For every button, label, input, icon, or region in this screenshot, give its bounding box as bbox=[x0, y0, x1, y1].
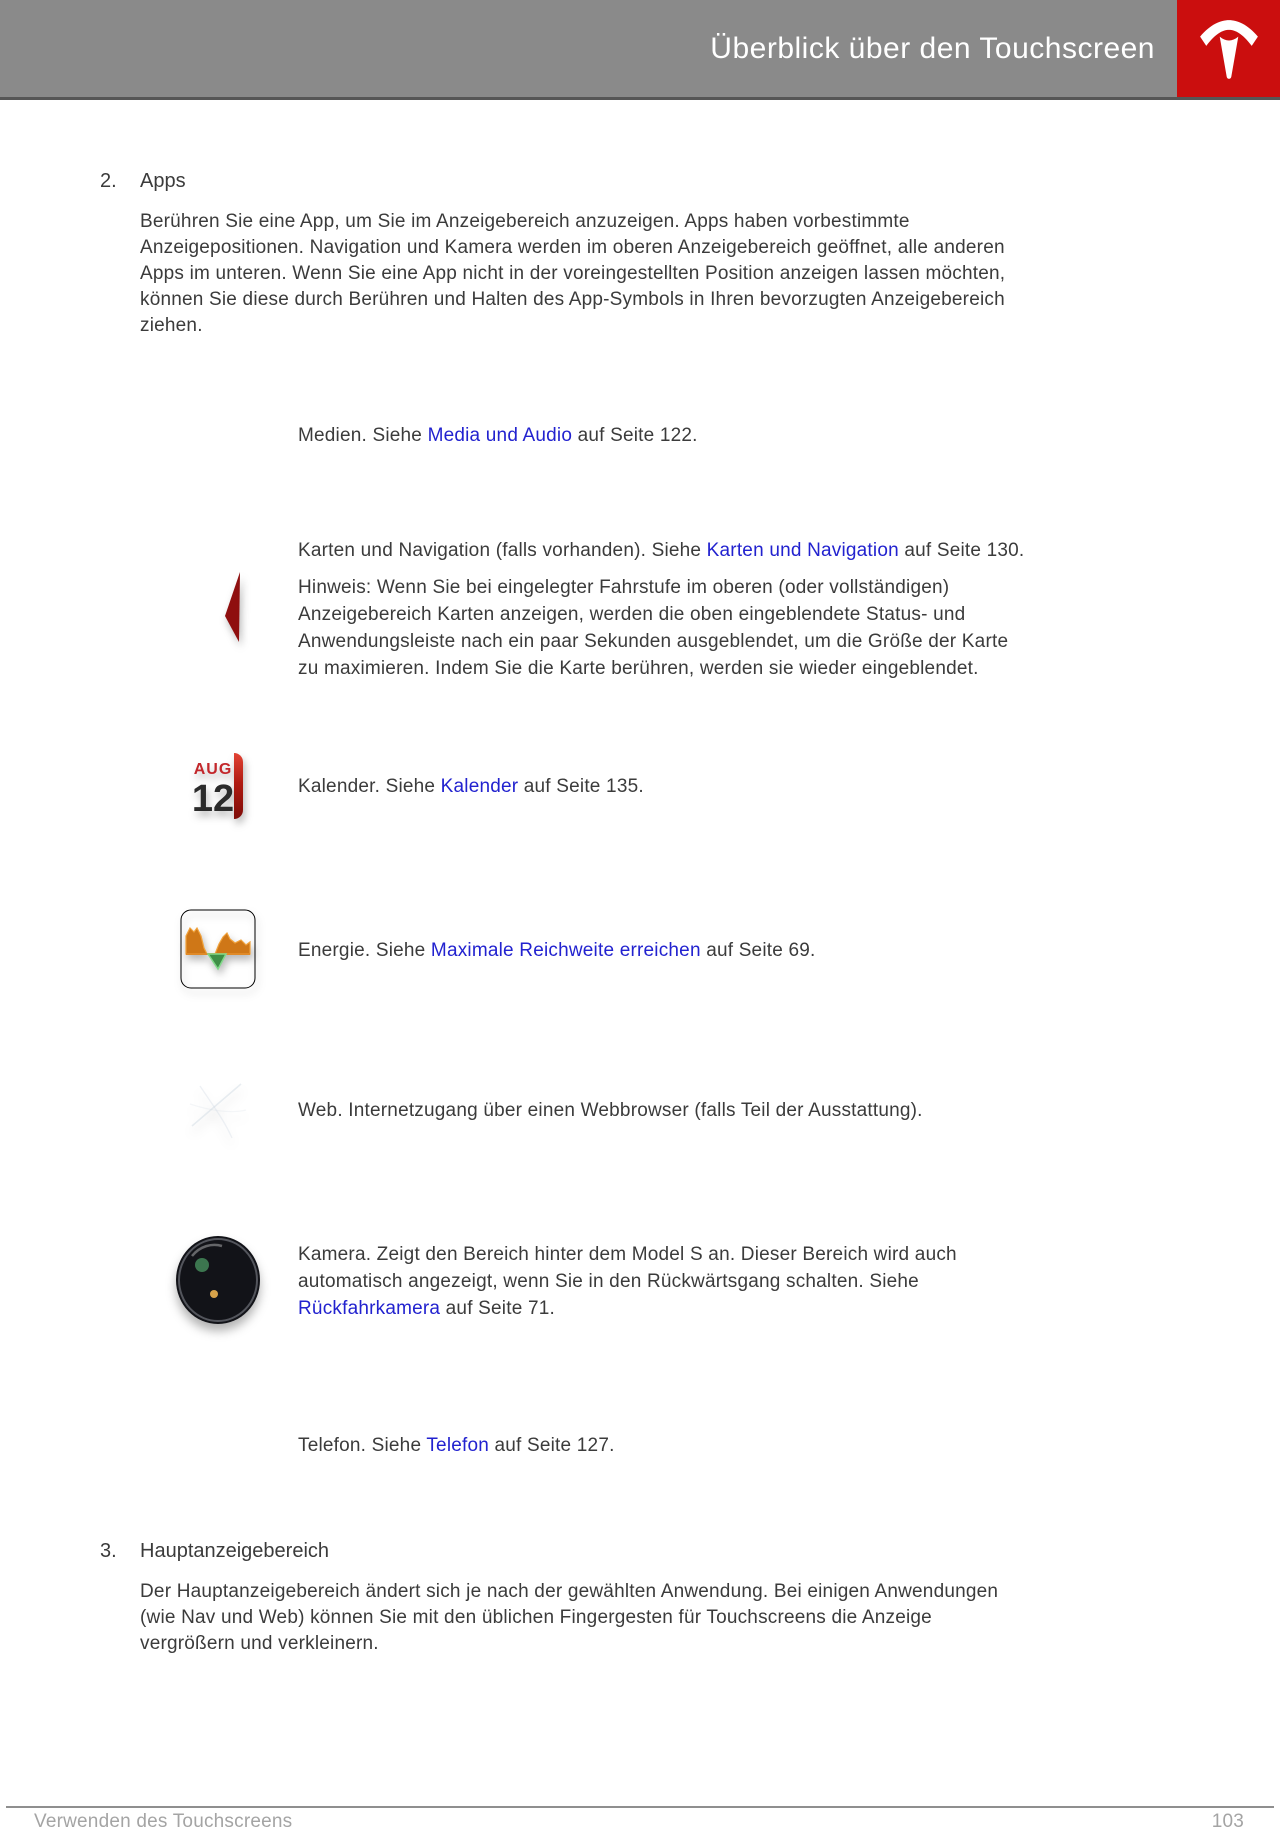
nav-arrow-icon bbox=[179, 564, 257, 656]
app-description-text: Web. Internetzugang über einen Webbrowser (falls Teil der Ausstattung). bbox=[298, 1099, 923, 1121]
tesla-logo-block bbox=[1177, 0, 1280, 97]
app-description bbox=[298, 537, 1026, 682]
app-description-text: auf Seite 127. bbox=[489, 1434, 615, 1456]
app-row-karten bbox=[140, 537, 1035, 682]
app-description-text: auf Seite 122. bbox=[572, 424, 698, 446]
app-row-web bbox=[140, 1060, 1035, 1160]
app-row-kalender bbox=[140, 740, 1035, 832]
cross-reference-link[interactable]: Karten und Navigation bbox=[706, 540, 899, 561]
icon-cell bbox=[165, 753, 270, 819]
app-row-kamera bbox=[140, 1226, 1035, 1336]
cross-reference-link[interactable]: Maximale Reichweite erreichen bbox=[430, 939, 701, 961]
app-description bbox=[298, 1097, 923, 1124]
app-description-text: auf Seite 130. bbox=[898, 540, 1025, 561]
footer-page-number: 103 bbox=[1211, 1811, 1244, 1832]
app-description bbox=[298, 937, 816, 964]
page-header bbox=[0, 0, 1280, 100]
app-description-text: Medien. Siehe bbox=[298, 424, 428, 446]
section-heading: Hauptanzeigebereich bbox=[140, 1540, 330, 1562]
section-number: 2. bbox=[100, 170, 117, 192]
cross-reference-link[interactable]: Rückfahrkamera bbox=[298, 1297, 441, 1319]
cross-reference-link[interactable]: Media und Audio bbox=[427, 424, 573, 446]
icon-cell bbox=[165, 564, 270, 656]
app-description-text: Kamera. Zeigt den Bereich hinter dem Model S an. Dieser Bereich wird auch automatisch angezeigt, wenn Sie in den Rückwärtsgang schalten. Siehe bbox=[298, 1243, 957, 1292]
section-heading: Apps bbox=[140, 170, 186, 192]
app-description-text: Telefon. Siehe bbox=[298, 1434, 427, 1456]
energy-graph-icon bbox=[178, 906, 258, 994]
app-description-text: auf Seite 135. bbox=[518, 775, 644, 797]
icon-cell bbox=[165, 394, 270, 476]
section-apps bbox=[100, 170, 1280, 1504]
page-content bbox=[0, 170, 1280, 1657]
app-description bbox=[298, 422, 698, 449]
app-description-text: auf Seite 69. bbox=[700, 939, 816, 961]
app-description-text: Karten und Navigation (falls vorhanden). Siehe bbox=[298, 540, 707, 561]
icon-cell bbox=[165, 1234, 270, 1328]
section-hauptanzeigebereich bbox=[100, 1540, 1280, 1657]
app-description bbox=[298, 1241, 1026, 1322]
app-description-text: Kalender. Siehe bbox=[298, 775, 441, 797]
app-row-medien bbox=[140, 385, 1035, 485]
app-description-text: Energie. Siehe bbox=[298, 939, 431, 961]
cross-reference-link[interactable]: Telefon bbox=[426, 1434, 490, 1456]
app-row-telefon bbox=[140, 1386, 1035, 1504]
cross-reference-link[interactable]: Kalender bbox=[440, 775, 519, 797]
app-description bbox=[298, 1432, 615, 1459]
page-footer bbox=[0, 1806, 1280, 1837]
section-paragraph: Berühren Sie eine App, um Sie im Anzeigebereich anzuzeigen. Apps haben vorbestimmte Anzeigepositionen. Navigation und Kamera werden im oberen Anzeigebereich geöffnet, alle anderen Apps im unteren. Wenn Sie eine App nicht in der voreingestellten Position anzeigen lassen möchten, können Sie diese durch Berühren und Halten des App-Symbols in Ihren bevorzugten Anzeigebereich ziehen. bbox=[140, 211, 1006, 336]
calendar-day-label: 12 bbox=[191, 778, 235, 819]
page-title: Überblick über den Touchscreen bbox=[710, 31, 1155, 65]
web-globe-icon bbox=[178, 1064, 258, 1156]
calendar-red-edge bbox=[234, 762, 243, 819]
footer-chapter-label: Verwenden des Touchscreens bbox=[34, 1811, 293, 1832]
section-number: 3. bbox=[100, 1540, 117, 1562]
icon-cell bbox=[165, 1064, 270, 1156]
calendar-icon bbox=[192, 753, 243, 819]
section-paragraph: Der Hauptanzeigebereich ändert sich je nach der gewählten Anwendung. Bei einigen Anwendungen (wie Nav und Web) können Sie mit den üblichen Fingergesten für Touchscreens die Anzeige vergrößern und verkleinern. bbox=[140, 1581, 999, 1654]
app-list bbox=[140, 385, 1035, 1504]
camera-lens-icon bbox=[174, 1234, 262, 1328]
tesla-logo-icon bbox=[1198, 17, 1260, 81]
icon-cell bbox=[165, 906, 270, 994]
app-row-energie bbox=[140, 900, 1035, 1000]
app-description bbox=[298, 773, 644, 800]
media-note-icon bbox=[183, 394, 253, 476]
calendar-month-label: AUG bbox=[193, 762, 233, 778]
app-description-text: Hinweis: Wenn Sie bei eingelegter Fahrstufe im oberen (oder vollständigen) Anzeigebereich Karten anzeigen, werden die oben eingeblendete Status- und Anwendungsleiste nach ein paar Sekunden ausgeblendet, um die Größe der Karte zu maximieren. Indem Sie die Karte berühren, werden sie wieder eingeblendet. bbox=[298, 577, 1009, 679]
app-description-text: auf Seite 71. bbox=[440, 1297, 555, 1319]
